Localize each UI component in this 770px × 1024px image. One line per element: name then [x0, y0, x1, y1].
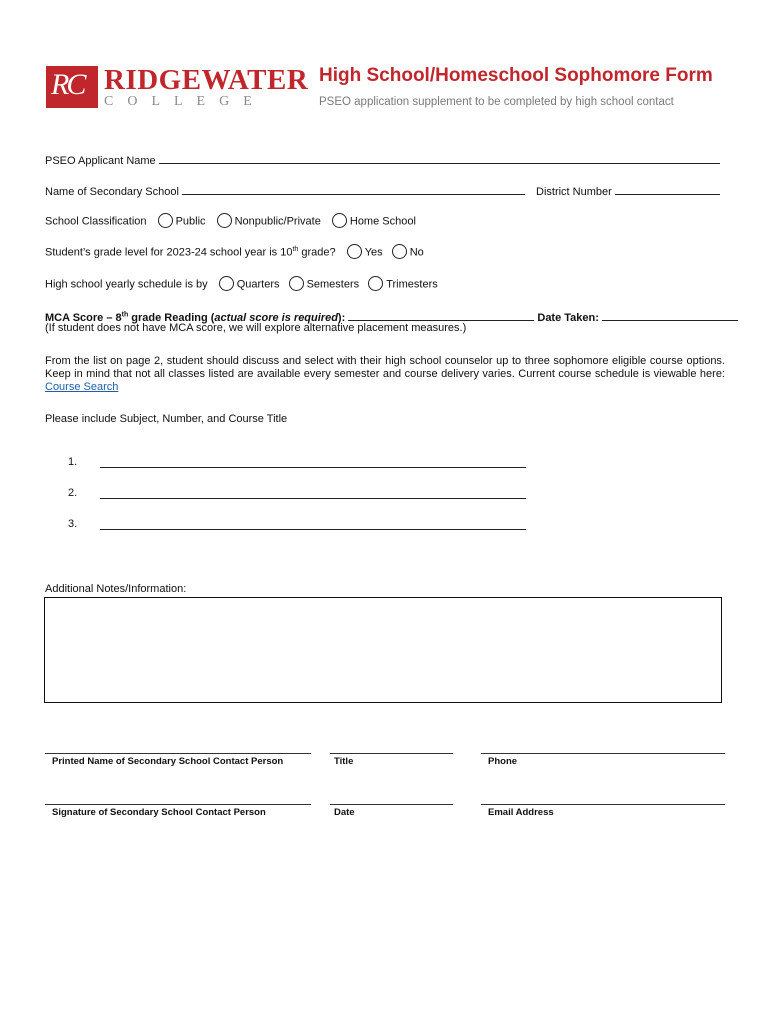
logo-initials: RC	[51, 68, 84, 101]
district-number-field[interactable]	[615, 183, 720, 195]
mca-score-field[interactable]	[348, 309, 534, 321]
option-home-school: Home School	[349, 215, 416, 228]
notes-textarea[interactable]	[44, 597, 722, 703]
option-no: No	[409, 246, 424, 259]
option-semesters: Semesters	[306, 278, 360, 291]
district-number-label: District Number	[536, 186, 612, 198]
form-subtitle: PSEO application supplement to be completed by high school contact	[319, 96, 674, 108]
schedule-label: High school yearly schedule is by	[45, 278, 208, 291]
radio-no[interactable]	[392, 244, 407, 259]
email-label: Email Address	[488, 807, 554, 818]
date-label: Date	[334, 807, 355, 818]
notes-label: Additional Notes/Information:	[45, 583, 187, 595]
course-field-2[interactable]	[100, 487, 526, 499]
option-yes: Yes	[364, 246, 383, 259]
radio-public[interactable]	[158, 213, 173, 228]
mca-label-post: ):	[337, 312, 346, 324]
district-number-row	[536, 183, 720, 198]
option-trimesters: Trimesters	[386, 278, 438, 291]
mca-note: (If student does not have MCA score, we will explore alternative placement measures.)	[45, 322, 467, 334]
course-number-2: 2.	[68, 487, 78, 499]
title-label: Title	[334, 756, 354, 767]
option-quarters: Quarters	[236, 278, 280, 291]
radio-nonpublic[interactable]	[217, 213, 232, 228]
radio-quarters[interactable]	[219, 276, 234, 291]
course-field-3[interactable]	[100, 518, 526, 530]
applicant-name-row	[45, 152, 720, 167]
title-line[interactable]	[330, 753, 453, 754]
course-line-3	[68, 518, 77, 530]
phone-label: Phone	[488, 756, 518, 767]
logo-name: RIDGEWATER	[104, 64, 309, 96]
applicant-name-field[interactable]	[159, 152, 720, 164]
secondary-school-field[interactable]	[182, 183, 525, 195]
course-line-2	[68, 487, 77, 499]
mca-label-mid: grade Reading (	[128, 312, 215, 324]
applicant-name-label: PSEO Applicant Name	[45, 155, 156, 167]
radio-trimesters[interactable]	[368, 276, 383, 291]
option-public: Public	[175, 215, 206, 228]
instructions-paragraph	[45, 355, 725, 394]
grade-question-pre: Student’s grade level for 2023-24 school year is 10	[45, 246, 293, 259]
mca-label-italic: actual score is required	[214, 312, 338, 324]
radio-semesters[interactable]	[289, 276, 304, 291]
printed-name-label: Printed Name of Secondary School Contact Person	[52, 756, 284, 767]
phone-line[interactable]	[481, 753, 725, 754]
course-number-1: 1.	[68, 456, 78, 468]
classification-row	[45, 214, 416, 229]
radio-yes[interactable]	[347, 244, 362, 259]
radio-home-school[interactable]	[332, 213, 347, 228]
mca-label-pre: MCA Score – 8	[45, 312, 122, 324]
signature-line[interactable]	[45, 804, 311, 805]
option-nonpublic: Nonpublic/Private	[234, 215, 321, 228]
date-taken-field[interactable]	[602, 309, 738, 321]
grade-question-post: grade?	[301, 246, 336, 259]
classification-label: School Classification	[45, 215, 147, 228]
signature-label: Signature of Secondary School Contact Person	[52, 807, 266, 818]
grade-question-sup: th	[292, 245, 299, 253]
logo-subname: COLLEGE	[104, 94, 266, 109]
date-line[interactable]	[330, 804, 453, 805]
printed-name-line[interactable]	[45, 753, 311, 754]
instructions-text: From the list on page 2, student should discuss and select with their high school counselor up to three sophomore eligible course options. Keep in mind that not all classes listed are available every semester and course delivery varies. Current course schedule is viewable here:	[45, 355, 725, 380]
email-line[interactable]	[481, 804, 725, 805]
course-line-1	[68, 456, 77, 468]
date-taken-label: Date Taken:	[537, 312, 599, 324]
grade-question-row	[45, 245, 424, 260]
secondary-school-label: Name of Secondary School	[45, 186, 179, 198]
course-number-3: 3.	[68, 518, 78, 530]
secondary-school-row	[45, 183, 525, 198]
mca-label-sup: th	[121, 311, 129, 319]
schedule-row	[45, 277, 438, 292]
include-note: Please include Subject, Number, and Course Title	[45, 413, 288, 425]
form-title: High School/Homeschool Sophomore Form	[319, 65, 713, 86]
college-logo-mark	[46, 66, 98, 108]
course-field-1[interactable]	[100, 456, 526, 468]
course-search-link[interactable]: Course Search	[45, 381, 119, 393]
